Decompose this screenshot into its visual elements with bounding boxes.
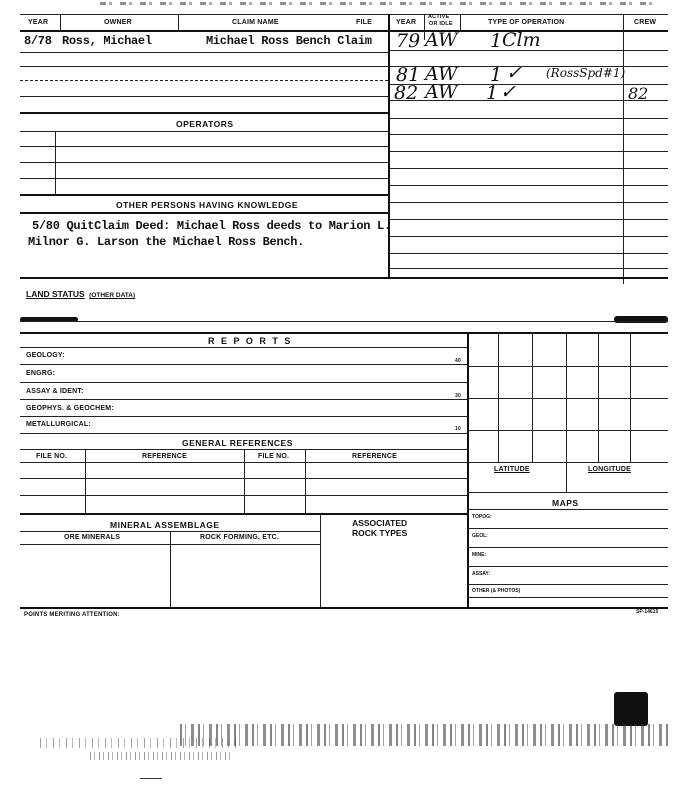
header-year-2: YEAR <box>396 19 417 26</box>
operators-divider <box>55 131 56 194</box>
entry-3-type: ✓ <box>500 81 516 103</box>
latitude-label: LATITUDE <box>494 466 530 473</box>
grid-line <box>598 332 599 462</box>
entry-3-status: AW <box>425 81 458 103</box>
header-owner: OWNER <box>104 19 132 26</box>
maps-mine: MINE: <box>472 552 487 558</box>
general-references-heading: GENERAL REFERENCES <box>182 438 293 448</box>
reports-rule <box>20 382 468 383</box>
grid-line <box>498 332 499 462</box>
operation-rule <box>390 151 668 152</box>
header-active: ACTIVE <box>428 14 450 20</box>
knowledge-line-2: Milnor G. Larson the Michael Ross Bench. <box>28 235 305 249</box>
main-divider <box>388 14 390 278</box>
form-bottom-rule <box>20 607 668 609</box>
report-engrg: ENGRG: <box>26 370 56 377</box>
mineral-divider <box>320 513 321 607</box>
knowledge-bottom-rule <box>20 277 668 279</box>
mineral-divider <box>170 531 171 607</box>
owner-rule <box>20 80 388 81</box>
operators-rule <box>20 131 388 132</box>
operation-rule <box>390 202 668 203</box>
maps-rule <box>467 584 668 585</box>
grid-line <box>467 430 668 431</box>
reports-rule <box>20 364 468 365</box>
report-assay: ASSAY & IDENT: <box>26 388 84 395</box>
maps-rule <box>467 566 668 567</box>
maps-rule <box>467 597 668 598</box>
header-divider <box>178 14 179 30</box>
owner-rule <box>20 66 388 67</box>
entry-1-year: 79 <box>396 30 421 52</box>
header-crew: CREW <box>634 19 657 26</box>
report-metallurgical: METALLURGICAL: <box>26 421 91 428</box>
scan-noise-band <box>90 752 230 760</box>
operation-rule <box>390 185 668 186</box>
header-divider <box>60 14 61 30</box>
grid-line <box>467 366 668 367</box>
maps-geol: GEOL: <box>472 533 488 539</box>
operation-rule <box>390 219 668 220</box>
knowledge-line-1: 5/80 QuitClaim Deed: Michael Ross deeds to Marion L. <box>32 219 391 233</box>
header-bottom-rule <box>20 30 668 32</box>
operators-top-rule <box>20 112 388 114</box>
form-number: SP-14615 <box>636 609 659 615</box>
associated-rock-types-heading: ASSOCIATED ROCK TYPES <box>352 518 408 538</box>
header-or-idle: OR IDLE <box>429 21 453 27</box>
report-geology-number: 40 <box>455 358 461 364</box>
operation-rule <box>390 253 668 254</box>
land-status-rule <box>20 321 668 322</box>
grid-line <box>532 332 533 462</box>
operators-rule <box>20 146 388 147</box>
report-geophys: GEOPHYS. & GEOCHEM: <box>26 405 114 412</box>
operators-bottom-rule <box>20 194 388 196</box>
owner-rule <box>20 52 388 53</box>
entry-3-crew: 82 <box>628 84 649 103</box>
mineral-assemblage-heading: MINERAL ASSEMBLAGE <box>110 520 220 530</box>
header-file: FILE <box>356 19 372 26</box>
mineral-ore-minerals: ORE MINERALS <box>64 534 121 541</box>
maps-heading: MAPS <box>552 498 579 508</box>
maps-rule <box>467 509 668 510</box>
entry-1-count: 1 <box>490 30 503 52</box>
grid-line <box>630 332 631 462</box>
maps-rule <box>467 528 668 529</box>
entry-2-status: AW <box>425 63 458 85</box>
header-divider <box>623 14 624 284</box>
maps-topog: TOPOG: <box>472 514 492 520</box>
references-bottom-rule <box>20 513 468 515</box>
scan-black-block <box>614 692 648 726</box>
operators-rule <box>20 162 388 163</box>
maps-rule <box>467 547 668 548</box>
operators-rule <box>20 178 388 179</box>
operation-rule <box>390 268 668 269</box>
scan-noise-dash <box>140 778 162 779</box>
header-top-rule <box>20 14 668 15</box>
location-rule <box>467 492 668 493</box>
entry-1-status: AW <box>425 29 458 51</box>
operation-rule <box>390 168 668 169</box>
maps-other: OTHER (& PHOTOS) <box>472 588 521 594</box>
scan-noise-band <box>40 738 240 748</box>
land-status-subtitle: (OTHER DATA) <box>89 292 136 299</box>
longitude-label: LONGITUDE <box>588 466 632 473</box>
land-status-label <box>26 284 135 302</box>
header-type-of-operation: TYPE OF OPERATION <box>488 19 565 26</box>
report-assay-number: 30 <box>455 393 461 399</box>
reports-rule <box>20 433 468 434</box>
entry-1-type: Clm <box>502 29 541 51</box>
scan-noise-band <box>180 724 668 746</box>
header-divider <box>460 14 461 30</box>
operation-rule <box>390 134 668 135</box>
report-geology: GEOLOGY: <box>26 352 65 359</box>
entry-3-count: 1 <box>486 82 499 104</box>
grid-line <box>467 398 668 399</box>
ref-reference-2: REFERENCE <box>352 453 397 460</box>
maps-assay: ASSAY: <box>472 571 491 577</box>
ref-file-no: FILE NO. <box>36 453 68 460</box>
references-divider <box>305 449 306 513</box>
grid-line <box>566 332 567 492</box>
owner-rule <box>20 96 388 97</box>
reports-rule <box>20 416 468 417</box>
ref-reference: REFERENCE <box>142 453 187 460</box>
references-divider <box>244 449 245 513</box>
operation-rule <box>390 118 668 119</box>
entry-2-note: (RossSpd#1) <box>546 66 626 80</box>
reports-rule <box>20 399 468 400</box>
land-status-title: LAND STATUS <box>26 289 85 299</box>
other-persons-heading: OTHER PERSONS HAVING KNOWLEDGE <box>116 200 299 210</box>
report-metallurgical-number: 10 <box>455 426 461 432</box>
references-divider <box>85 449 86 513</box>
record-claim: Michael Ross Bench Claim <box>206 34 372 48</box>
reports-heading: R E P O R T S <box>208 336 293 346</box>
reports-rule <box>20 347 468 348</box>
entry-2-type: ✓ <box>506 62 522 84</box>
knowledge-top-rule <box>20 212 388 214</box>
mineral-rock-forming: ROCK FORMING, ETC. <box>200 534 280 541</box>
grid-line <box>467 462 668 463</box>
reports-top-rule <box>20 332 668 334</box>
header-year: YEAR <box>28 19 49 26</box>
operators-heading: OPERATORS <box>176 119 234 129</box>
header-claim-name: CLAIM NAME <box>232 19 279 26</box>
entry-2-count: 1 <box>490 64 503 86</box>
ref-file-no-2: FILE NO. <box>258 453 290 460</box>
operation-rule <box>390 236 668 237</box>
entry-2-year: 81 <box>396 64 421 86</box>
entry-3-year: 82 <box>394 82 419 104</box>
record-date: 8/78 <box>24 34 52 48</box>
scan-top-edge <box>100 2 660 5</box>
points-meriting-attention: POINTS MERITING ATTENTION: <box>24 612 120 618</box>
record-owner: Ross, Michael <box>62 34 152 48</box>
